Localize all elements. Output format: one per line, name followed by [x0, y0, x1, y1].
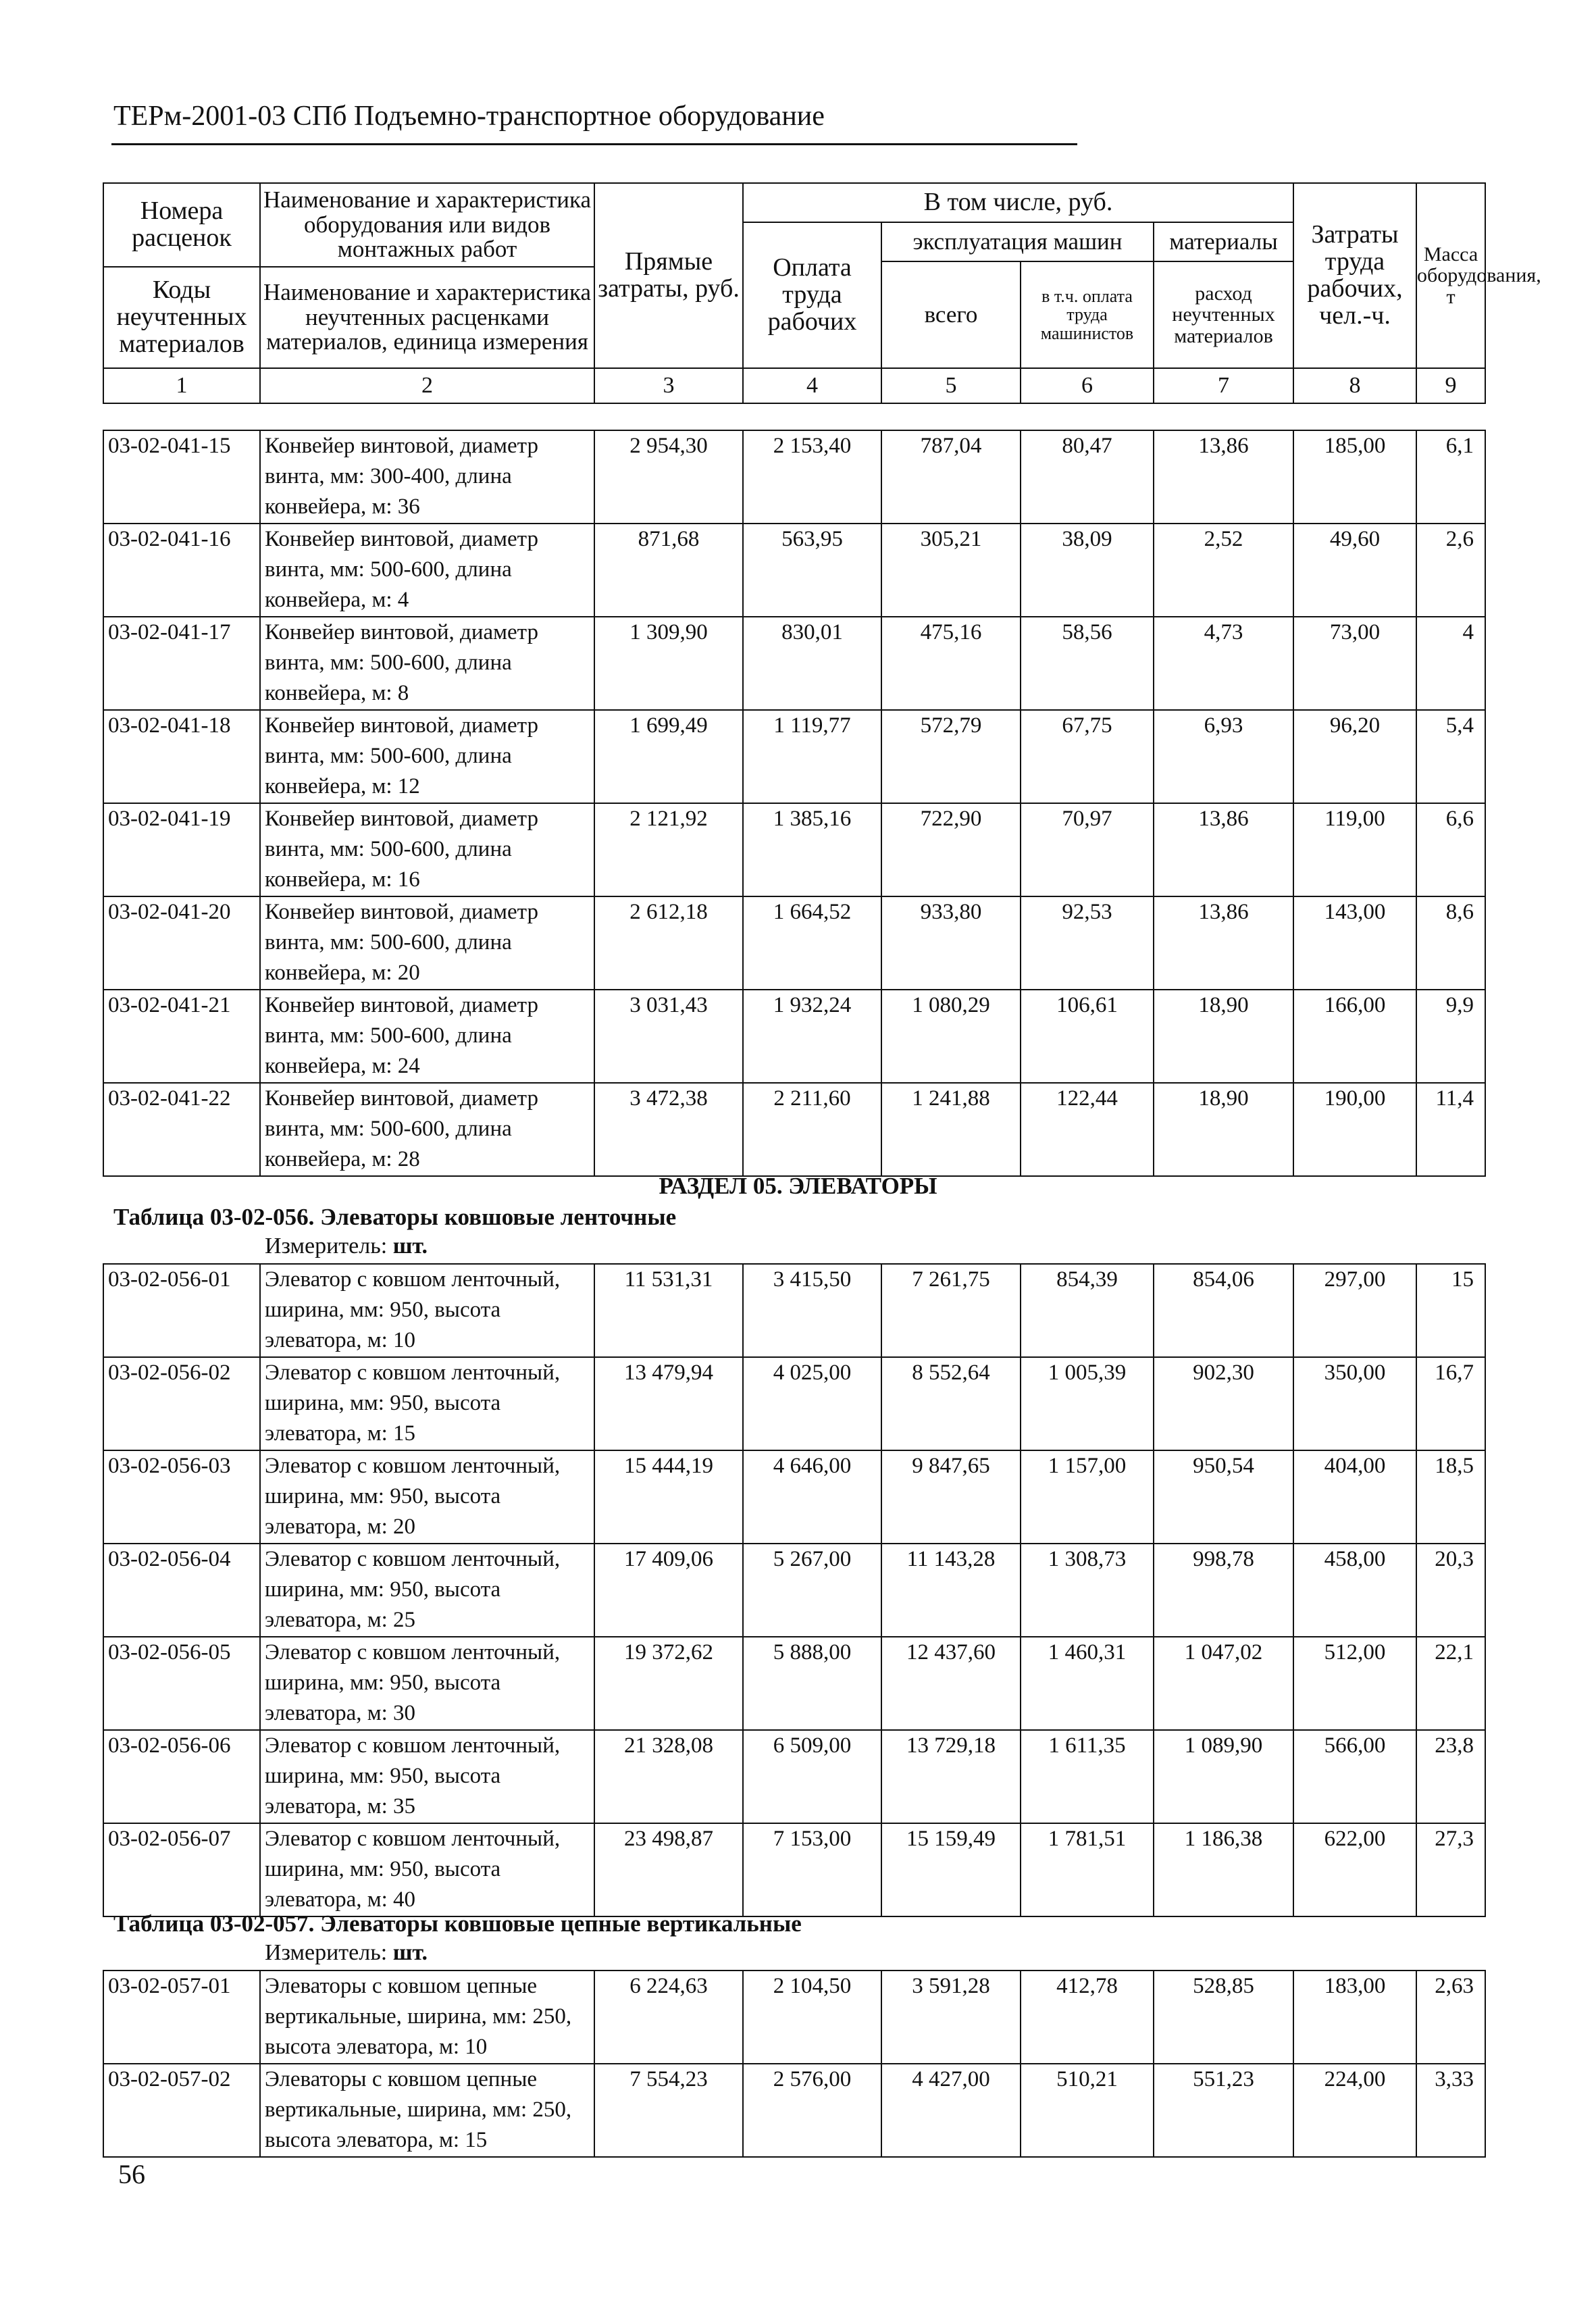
page-title: ТЕРм-2001-03 СПб Подъемно-транспортное оборудование: [113, 101, 825, 132]
rate-name: Конвейер винтовой, диаметр винта, мм: 500-600, длина конвейера, м: 24: [260, 990, 594, 1083]
machines-total: 8 552,64: [881, 1357, 1021, 1450]
materials-cost: 18,90: [1154, 1083, 1293, 1176]
header-equipment-mass: Масса оборудования, т: [1416, 183, 1485, 368]
worker-pay: 2 153,40: [743, 430, 881, 524]
operator-pay: 92,53: [1021, 896, 1154, 990]
materials-cost: 13,86: [1154, 430, 1293, 524]
equipment-mass: 8,6: [1416, 896, 1485, 990]
equipment-mass: 18,5: [1416, 1450, 1485, 1544]
direct-costs: 19 372,62: [594, 1637, 743, 1730]
rate-name: Элеватор с ковшом ленточный, ширина, мм: 950, высота элеватора, м: 10: [260, 1264, 594, 1357]
labor-hours: 512,00: [1293, 1637, 1416, 1730]
equipment-mass: 16,7: [1416, 1357, 1485, 1450]
rate-name: Конвейер винтовой, диаметр винта, мм: 500-600, длина конвейера, м: 4: [260, 524, 594, 617]
rate-name: Конвейер винтовой, диаметр винта, мм: 300-400, длина конвейера, м: 36: [260, 430, 594, 524]
worker-pay: 7 153,00: [743, 1823, 881, 1916]
header-including: В том числе, руб.: [743, 183, 1293, 222]
direct-costs: 1 699,49: [594, 710, 743, 803]
worker-pay: 4 025,00: [743, 1357, 881, 1450]
table-row: [103, 896, 1485, 990]
worker-pay: 563,95: [743, 524, 881, 617]
machines-total: 475,16: [881, 617, 1021, 710]
rate-name: Элеваторы с ковшом цепные вертикальные, ширина, мм: 250, высота элеватора, м: 15: [260, 2064, 594, 2157]
labor-hours: 143,00: [1293, 896, 1416, 990]
materials-cost: 13,86: [1154, 896, 1293, 990]
operator-pay: 412,78: [1021, 1971, 1154, 2064]
machines-total: 9 847,65: [881, 1450, 1021, 1544]
rate-code: 03-02-041-15: [103, 430, 260, 524]
column-number: 7: [1154, 368, 1293, 403]
materials-cost: 1 186,38: [1154, 1823, 1293, 1916]
rate-code: 03-02-041-20: [103, 896, 260, 990]
direct-costs: 3 472,38: [594, 1083, 743, 1176]
header-machines-total: всего: [881, 261, 1021, 368]
labor-hours: 166,00: [1293, 990, 1416, 1083]
table-row: [103, 524, 1485, 617]
operator-pay: 1 308,73: [1021, 1544, 1154, 1637]
direct-costs: 13 479,94: [594, 1357, 743, 1450]
table-row: [103, 1544, 1485, 1637]
column-number: 4: [743, 368, 881, 403]
header-material-name: Наименование и характеристика неучтенных расценками материалов, единица измерения: [260, 267, 594, 368]
equipment-mass: 6,1: [1416, 430, 1485, 524]
table-row: [103, 617, 1485, 710]
equipment-mass: 4: [1416, 617, 1485, 710]
header-labor-hours: Затраты труда рабочих, чел.-ч.: [1293, 183, 1416, 368]
conveyor-rates-table: [103, 430, 1486, 1177]
machines-total: 11 143,28: [881, 1544, 1021, 1637]
rate-code: 03-02-057-01: [103, 1971, 260, 2064]
machines-total: 1 241,88: [881, 1083, 1021, 1176]
column-header-table: [103, 182, 1541, 404]
rate-name: Элеватор с ковшом ленточный, ширина, мм: 950, высота элеватора, м: 20: [260, 1450, 594, 1544]
equipment-mass: 23,8: [1416, 1730, 1485, 1823]
direct-costs: 17 409,06: [594, 1544, 743, 1637]
materials-cost: 902,30: [1154, 1357, 1293, 1450]
equipment-mass: 5,4: [1416, 710, 1485, 803]
worker-pay: 1 664,52: [743, 896, 881, 990]
rate-name: Конвейер винтовой, диаметр винта, мм: 500-600, длина конвейера, м: 20: [260, 896, 594, 990]
operator-pay: 1 460,31: [1021, 1637, 1154, 1730]
machines-total: 7 261,75: [881, 1264, 1021, 1357]
equipment-mass: 15: [1416, 1264, 1485, 1357]
materials-cost: 18,90: [1154, 990, 1293, 1083]
machines-total: 572,79: [881, 710, 1021, 803]
worker-pay: 2 576,00: [743, 2064, 881, 2157]
page-number: 56: [118, 2159, 145, 2189]
direct-costs: 21 328,08: [594, 1730, 743, 1823]
direct-costs: 2 954,30: [594, 430, 743, 524]
table-row: [103, 1730, 1485, 1823]
operator-pay: 38,09: [1021, 524, 1154, 617]
header-rate-numbers: Номера расценок: [103, 183, 260, 267]
table-056-caption: Таблица 03-02-056. Элеваторы ковшовые ленточные: [113, 1204, 677, 1230]
machines-total: 3 591,28: [881, 1971, 1021, 2064]
rate-code: 03-02-056-07: [103, 1823, 260, 1916]
rate-code: 03-02-056-04: [103, 1544, 260, 1637]
rate-name: Элеватор с ковшом ленточный, ширина, мм: 950, высота элеватора, м: 25: [260, 1544, 594, 1637]
rate-code: 03-02-041-17: [103, 617, 260, 710]
labor-hours: 96,20: [1293, 710, 1416, 803]
machines-total: 305,21: [881, 524, 1021, 617]
rate-name: Элеватор с ковшом ленточный, ширина, мм: 950, высота элеватора, м: 40: [260, 1823, 594, 1916]
labor-hours: 566,00: [1293, 1730, 1416, 1823]
operator-pay: 1 781,51: [1021, 1823, 1154, 1916]
table-row: [103, 430, 1485, 524]
header-unaccounted-materials: расход неучтенных материалов: [1154, 261, 1293, 368]
materials-cost: 2,52: [1154, 524, 1293, 617]
column-number: 8: [1293, 368, 1416, 403]
unit-prefix: Измеритель:: [265, 1940, 388, 1965]
worker-pay: 5 888,00: [743, 1637, 881, 1730]
labor-hours: 458,00: [1293, 1544, 1416, 1637]
labor-hours: 73,00: [1293, 617, 1416, 710]
materials-cost: 13,86: [1154, 803, 1293, 896]
rate-name: Конвейер винтовой, диаметр винта, мм: 500-600, длина конвейера, м: 12: [260, 710, 594, 803]
operator-pay: 80,47: [1021, 430, 1154, 524]
machines-total: 15 159,49: [881, 1823, 1021, 1916]
labor-hours: 350,00: [1293, 1357, 1416, 1450]
rate-name: Элеваторы с ковшом цепные вертикальные, ширина, мм: 250, высота элеватора, м: 10: [260, 1971, 594, 2064]
direct-costs: 7 554,23: [594, 2064, 743, 2157]
header-operator-pay: в т.ч. оплата труда машинистов: [1021, 261, 1154, 368]
direct-costs: 871,68: [594, 524, 743, 617]
equipment-mass: 20,3: [1416, 1544, 1485, 1637]
rate-code: 03-02-056-01: [103, 1264, 260, 1357]
materials-cost: 950,54: [1154, 1450, 1293, 1544]
rate-code: 03-02-056-03: [103, 1450, 260, 1544]
direct-costs: 23 498,87: [594, 1823, 743, 1916]
table-row: [103, 990, 1485, 1083]
rate-code: 03-02-041-22: [103, 1083, 260, 1176]
column-number: 5: [881, 368, 1021, 403]
operator-pay: 70,97: [1021, 803, 1154, 896]
operator-pay: 106,61: [1021, 990, 1154, 1083]
labor-hours: 119,00: [1293, 803, 1416, 896]
worker-pay: 2 211,60: [743, 1083, 881, 1176]
materials-cost: 6,93: [1154, 710, 1293, 803]
header-equipment-name: Наименование и характеристика оборудования или видов монтажных работ: [260, 183, 594, 267]
worker-pay: 830,01: [743, 617, 881, 710]
labor-hours: 297,00: [1293, 1264, 1416, 1357]
worker-pay: 2 104,50: [743, 1971, 881, 2064]
table-row: [103, 1450, 1485, 1544]
table-057: [103, 1970, 1486, 2158]
section-heading: РАЗДЕЛ 05. ЭЛЕВАТОРЫ: [659, 1173, 937, 1199]
rate-code: 03-02-056-05: [103, 1637, 260, 1730]
table-row: [103, 1083, 1485, 1176]
worker-pay: 1 119,77: [743, 710, 881, 803]
header-machines-group: эксплуатация машин: [881, 222, 1154, 261]
equipment-mass: 2,6: [1416, 524, 1485, 617]
labor-hours: 49,60: [1293, 524, 1416, 617]
machines-total: 722,90: [881, 803, 1021, 896]
header-material-codes: Коды неучтенных материалов: [103, 267, 260, 368]
rate-code: 03-02-041-18: [103, 710, 260, 803]
equipment-mass: 6,6: [1416, 803, 1485, 896]
table-row: [103, 803, 1485, 896]
equipment-mass: 27,3: [1416, 1823, 1485, 1916]
direct-costs: 15 444,19: [594, 1450, 743, 1544]
labor-hours: 622,00: [1293, 1823, 1416, 1916]
materials-cost: 1 089,90: [1154, 1730, 1293, 1823]
column-number: 9: [1416, 368, 1485, 403]
table-row: [103, 1264, 1485, 1357]
table-row: [103, 2064, 1485, 2157]
rate-code: 03-02-041-16: [103, 524, 260, 617]
table-row: [103, 1637, 1485, 1730]
equipment-mass: 22,1: [1416, 1637, 1485, 1730]
equipment-mass: 2,63: [1416, 1971, 1485, 2064]
rate-name: Конвейер винтовой, диаметр винта, мм: 500-600, длина конвейера, м: 8: [260, 617, 594, 710]
materials-cost: 551,23: [1154, 2064, 1293, 2157]
equipment-mass: 11,4: [1416, 1083, 1485, 1176]
rate-code: 03-02-041-19: [103, 803, 260, 896]
rate-code: 03-02-056-06: [103, 1730, 260, 1823]
materials-cost: 4,73: [1154, 617, 1293, 710]
unit-value: шт.: [392, 1940, 428, 1965]
table-row: [103, 1971, 1485, 2064]
header-direct-costs: Прямые затраты, руб.: [594, 183, 743, 368]
rate-name: Элеватор с ковшом ленточный, ширина, мм: 950, высота элеватора, м: 35: [260, 1730, 594, 1823]
operator-pay: 1 157,00: [1021, 1450, 1154, 1544]
column-number: 3: [594, 368, 743, 403]
machines-total: 787,04: [881, 430, 1021, 524]
labor-hours: 183,00: [1293, 1971, 1416, 2064]
table-056: [103, 1263, 1486, 1917]
labor-hours: 185,00: [1293, 430, 1416, 524]
rate-code: 03-02-041-21: [103, 990, 260, 1083]
worker-pay: 3 415,50: [743, 1264, 881, 1357]
labor-hours: 404,00: [1293, 1450, 1416, 1544]
materials-cost: 998,78: [1154, 1544, 1293, 1637]
direct-costs: 11 531,31: [594, 1264, 743, 1357]
header-worker-pay: Оплата труда рабочих: [743, 222, 881, 368]
unit-value: шт.: [392, 1234, 428, 1259]
rate-name: Элеватор с ковшом ленточный, ширина, мм: 950, высота элеватора, м: 30: [260, 1637, 594, 1730]
rate-code: 03-02-056-02: [103, 1357, 260, 1450]
title-divider: [111, 143, 1077, 145]
equipment-mass: 3,33: [1416, 2064, 1485, 2157]
equipment-mass: 9,9: [1416, 990, 1485, 1083]
operator-pay: 67,75: [1021, 710, 1154, 803]
machines-total: 1 080,29: [881, 990, 1021, 1083]
worker-pay: 5 267,00: [743, 1544, 881, 1637]
operator-pay: 1 005,39: [1021, 1357, 1154, 1450]
table-056-unit: [265, 1234, 428, 1259]
materials-cost: 854,06: [1154, 1264, 1293, 1357]
materials-cost: 1 047,02: [1154, 1637, 1293, 1730]
direct-costs: 3 031,43: [594, 990, 743, 1083]
rate-name: Конвейер винтовой, диаметр винта, мм: 500-600, длина конвейера, м: 16: [260, 803, 594, 896]
labor-hours: 190,00: [1293, 1083, 1416, 1176]
table-row: [103, 1823, 1485, 1916]
table-row: [103, 710, 1485, 803]
labor-hours: 224,00: [1293, 2064, 1416, 2157]
unit-prefix: Измеритель:: [265, 1234, 388, 1259]
direct-costs: 6 224,63: [594, 1971, 743, 2064]
operator-pay: 1 611,35: [1021, 1730, 1154, 1823]
table-057-unit: [265, 1940, 428, 1966]
direct-costs: 2 121,92: [594, 803, 743, 896]
column-number: 6: [1021, 368, 1154, 403]
header-materials-group: материалы: [1154, 222, 1293, 261]
rate-name: Элеватор с ковшом ленточный, ширина, мм: 950, высота элеватора, м: 15: [260, 1357, 594, 1450]
rate-name: Конвейер винтовой, диаметр винта, мм: 500-600, длина конвейера, м: 28: [260, 1083, 594, 1176]
machines-total: 4 427,00: [881, 2064, 1021, 2157]
operator-pay: 122,44: [1021, 1083, 1154, 1176]
worker-pay: 1 385,16: [743, 803, 881, 896]
column-number: 2: [260, 368, 594, 403]
table-row: [103, 1357, 1485, 1450]
operator-pay: 854,39: [1021, 1264, 1154, 1357]
worker-pay: 4 646,00: [743, 1450, 881, 1544]
column-number: 1: [103, 368, 260, 403]
materials-cost: 528,85: [1154, 1971, 1293, 2064]
rate-code: 03-02-057-02: [103, 2064, 260, 2157]
worker-pay: 1 932,24: [743, 990, 881, 1083]
operator-pay: 510,21: [1021, 2064, 1154, 2157]
worker-pay: 6 509,00: [743, 1730, 881, 1823]
direct-costs: 2 612,18: [594, 896, 743, 990]
operator-pay: 58,56: [1021, 617, 1154, 710]
table-057-caption: Таблица 03-02-057. Элеваторы ковшовые цепные вертикальные: [113, 1910, 802, 1937]
machines-total: 13 729,18: [881, 1730, 1021, 1823]
machines-total: 12 437,60: [881, 1637, 1021, 1730]
direct-costs: 1 309,90: [594, 617, 743, 710]
machines-total: 933,80: [881, 896, 1021, 990]
